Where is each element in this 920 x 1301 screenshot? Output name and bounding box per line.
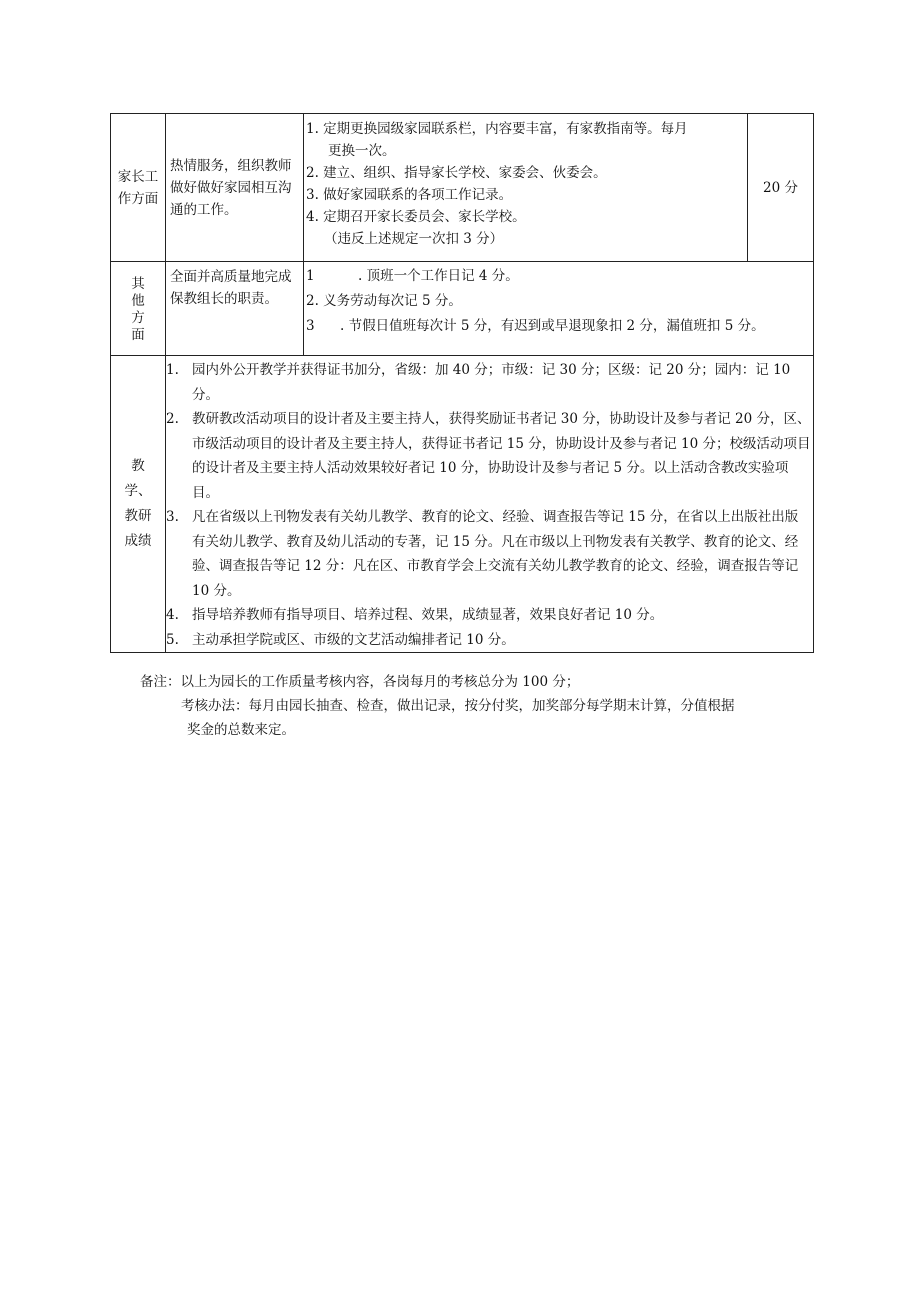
goal-cell-other bbox=[166, 262, 304, 356]
rule-number: 2 bbox=[306, 293, 315, 309]
list-item bbox=[166, 628, 813, 653]
category-cell-parent-work bbox=[111, 114, 166, 262]
teaching-items-cell bbox=[166, 356, 814, 653]
rule-text: . 顶班一个工作日记 4 分。 bbox=[358, 268, 519, 284]
category-cell-other bbox=[111, 262, 166, 356]
list-item bbox=[166, 358, 813, 407]
rule-line: 1. 定期更换园级家园联系栏，内容要丰富，有家教指南等。每月 bbox=[306, 121, 688, 137]
item-number: 2. bbox=[166, 411, 179, 427]
rules-cell-parent-work bbox=[304, 114, 748, 262]
rule-line bbox=[304, 289, 813, 314]
notes-section bbox=[140, 670, 820, 742]
rules-cell-other bbox=[304, 262, 814, 356]
rule-penalty-note: （违反上述规定一次扣 3 分） bbox=[324, 231, 504, 247]
rule-line bbox=[304, 314, 813, 339]
category-label: 教学、教研成绩 bbox=[124, 458, 152, 549]
rule-line: 更换一次。 bbox=[328, 143, 396, 159]
item-text: 园内外公开教学并获得证书加分，省级：加 40 分；市级：记 30 分；区级：记 20 分；园内：记 10 分。 bbox=[192, 362, 791, 403]
item-text: 凡在省级以上刊物发表有关幼儿教学、教育的论文、经验、调查报告等记 15 分，在省以上出版社出版有关幼儿教学、教育及幼儿活动的专著，记 15 分。凡在市级以上刊物发表有关教学、教育的论文、经验、调查报告等记 12 分：凡在区、市教育学会上交流有关幼儿教学教育的论文、经验，调查报告等记 10 分。 bbox=[192, 509, 799, 599]
list-item bbox=[166, 603, 813, 628]
rule-line: 2. 建立、组织、指导家长学校、家委会、伙委会。 bbox=[306, 165, 607, 181]
assessment-table bbox=[110, 113, 814, 653]
note-line: 备注：以上为园长的工作质量考核内容，各岗每月的考核总分为 100 分； bbox=[140, 674, 580, 690]
score-value: 20 分 bbox=[763, 179, 798, 196]
table-row-other bbox=[111, 262, 814, 356]
list-item bbox=[166, 407, 813, 505]
category-label: 其他方面 bbox=[131, 276, 145, 343]
table-row-teaching bbox=[111, 356, 814, 653]
item-number: 3. bbox=[166, 509, 179, 525]
rule-line: 3. 做好家园联系的各项工作记录。 bbox=[306, 187, 513, 203]
goal-text: 热情服务，组织教师做好做好家园相互沟通的工作。 bbox=[170, 157, 292, 218]
item-text: 指导培养教师有指导项目、培养过程、效果，成绩显著，效果良好者记 10 分。 bbox=[192, 607, 664, 623]
item-number: 5. bbox=[166, 631, 179, 648]
rule-number: 3 bbox=[306, 318, 315, 334]
category-cell-teaching bbox=[111, 356, 166, 653]
goal-text: 全面并高质量地完成保教组长的职责。 bbox=[170, 269, 292, 307]
category-label: 家长工作方面 bbox=[117, 168, 159, 207]
note-line: 奖金的总数来定。 bbox=[187, 722, 295, 738]
rule-text: . 义务劳动每次记 5 分。 bbox=[314, 293, 462, 309]
rule-text: . 节假日值班每次计 5 分，有迟到或早退现象扣 2 分，漏值班扣 5 分。 bbox=[340, 318, 765, 334]
rule-number: 1 bbox=[306, 268, 315, 284]
rule-line bbox=[304, 264, 813, 289]
list-item bbox=[166, 505, 813, 603]
item-text: 主动承担学院或区、市级的文艺活动编排者记 10 分。 bbox=[192, 631, 515, 648]
rule-line: 4. 定期召开家长委员会、家长学校。 bbox=[306, 209, 526, 225]
item-text: 教研教改活动项目的设计者及主要主持人，获得奖励证书者记 30 分，协助设计及参与者记 20 分，区、市级活动项目的设计者及主要主持人，获得证书者记 15 分，协助设计及参与者记 10 分；校级活动项目的设计者及主要主持人活动效果较好者记 10 分，协助设计及参与者记 5 分。以上活动含教改实验项目。 bbox=[192, 411, 811, 501]
table-row-parent-work bbox=[111, 114, 814, 262]
note-line: 考核办法：每月由园长抽查、检查，做出记录，按分付奖，加奖部分每学期末计算，分值根据 bbox=[181, 698, 735, 714]
item-number: 1. bbox=[166, 362, 179, 378]
item-number: 4. bbox=[166, 607, 179, 623]
goal-cell-parent-work bbox=[166, 114, 304, 262]
score-cell-parent-work bbox=[748, 114, 814, 262]
